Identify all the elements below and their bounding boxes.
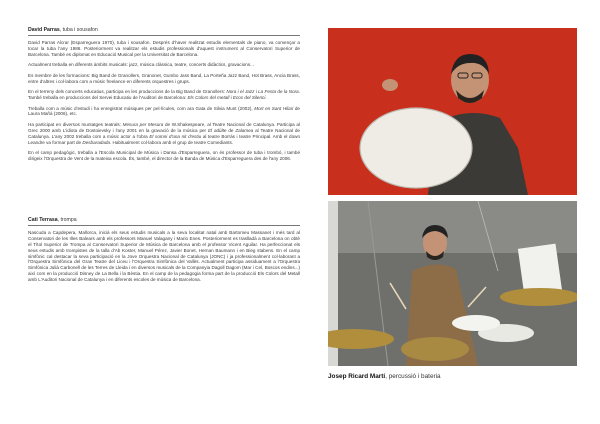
photo-drummer-image (328, 201, 577, 366)
photo-caption (328, 373, 441, 380)
bio-david-parras (28, 28, 300, 167)
bio-paragraph: En el camp pedagògic, treballa a l'Escola Municipal de Música i Dansa d'Esparreguera, on és professor de tuba i trombó, i també dirigeix l'Orquestra de Vent de la mateixa escola. És, també, el director de la Banda de Música d'Esparreguera des de l'any 2006. (28, 150, 300, 162)
bio-name: David Parras (28, 27, 60, 33)
bio-name: Cati Terrasa (28, 217, 58, 223)
bio-cati-terrasa (28, 218, 300, 288)
photo-drummer (328, 201, 577, 366)
caption-name: Josep Ricard Martí (328, 373, 386, 380)
bio-paragraph: Es membre de les formacions: Big Band de Granollers, Granonet, Gumbo Jass Band, La Porteña Jazz Band, Hot Brass, Ancia Brass, entre d'altres i col·labora com a músic freelance en diferents orquestres i grups. (28, 72, 300, 84)
bio-heading (28, 218, 300, 226)
photo-tuba-player-image (328, 28, 577, 195)
bio-paragraph: Nascuda a Capdepera, Mallorca, inicià els seus estudis musicals a la seva localitat natal amb Bartomeu Massanet i més tard al Conservatori de les Illes Balears amb els professors Manuel Valagany i Mario Enes. Posteriorment es traslladà a Barcelona on obtè el Títol Superior de Trompa al Conservatori Superior de Música de Barcelona amb el professor Vicent Aguilar. Ha perfeccionat els seus estudis amb trompistes de la talla d'Ab Koster, Manuel Pérez, Javier Bonet, Hernan Baumann i en Bieg stabens. En el camp simfònic cal destacar la seva participació en la Jove Orquestra Nacional de Catalunya (JONC) i ja professionalment col·laborant a l'Orquestra Simfònica del Gran Teatre del Liceu i l'Orquestra Simfònica del Vallès. Actualment participa assiduament a l'Orquestra Simfònica Julià Carbonell de les Terres de Lleida i en diversos musicals de la Companyia Dagoll Dagom (Mar i Cel, Boscos endins...) així com en la producció Disney de La Bella i la Bèstia. En el camp de la pedagogia forma part de la producció Els Colors del Metall amb L'Auditori Nacional de Catalunya i en diferents escoles de música de Barcelona. (28, 229, 300, 283)
bio-paragraph: David Parras Alcrar (Esparreguera 1970), tuba i sousafon. Després d'haver realitzat estudis elementals de piano, va començar a tocar la tuba l'any 1986. Posteriorment va realitzar els estudis professionals d'aquest instrument al Conservatori Superior de Barcelona. També es diplomat en Educació Musical per la Universitat de Barcelona. (28, 39, 300, 57)
bio-paragraph: En el terreny dels concerts educatius, participa en les produccions de la Big Band de Granollers: Nora i el Jazz i La Festa de la Nora. També treballa en produccions del Servei Educatiu de l'Auditori de Barcelona: Els Colors del metall i Ecos del Silenci. (28, 89, 300, 101)
photo-tuba-player (328, 28, 577, 195)
bio-role: , trompa (57, 217, 77, 223)
bio-paragraph: Actualment treballa en diferents àmbits musicals: jazz, música clàssica, teatre, concerts didàctics, gravacions... (28, 62, 254, 68)
bio-paragraph: Treballa com a músic d'estudi i ha enregistrat músiques per pel·lícules, com ara Gata de Silvia Munt (2002), Mort en Sant Hilari de Laura Mañá (2006), etc. (28, 105, 300, 117)
bio-heading (28, 28, 300, 36)
bio-paragraph: Ha participat en diversos muntatges teatrals: Mesura per Mesura de W.Shakespeare, al Teatre Nacional de Catalunya. Participa al Grec 2000 amb L'idiota de Dostoievsky i l'any 2001 en la gravació de la música per El adúlte de Zalamea al Teatre Nacional de Catalunya. L'any 2002 treballa com a músic actor a l'obra El somni d'una nit d'estiu al teatre Borràs i teatre Principal. Amb el down Leandre va formar part de Desbaradada. Habitualment col·labora amb el grup de teatre Comediants. (28, 121, 301, 145)
bio-role: , tuba i sousafon (59, 27, 98, 33)
caption-role: , percussió i bateria (385, 373, 441, 380)
